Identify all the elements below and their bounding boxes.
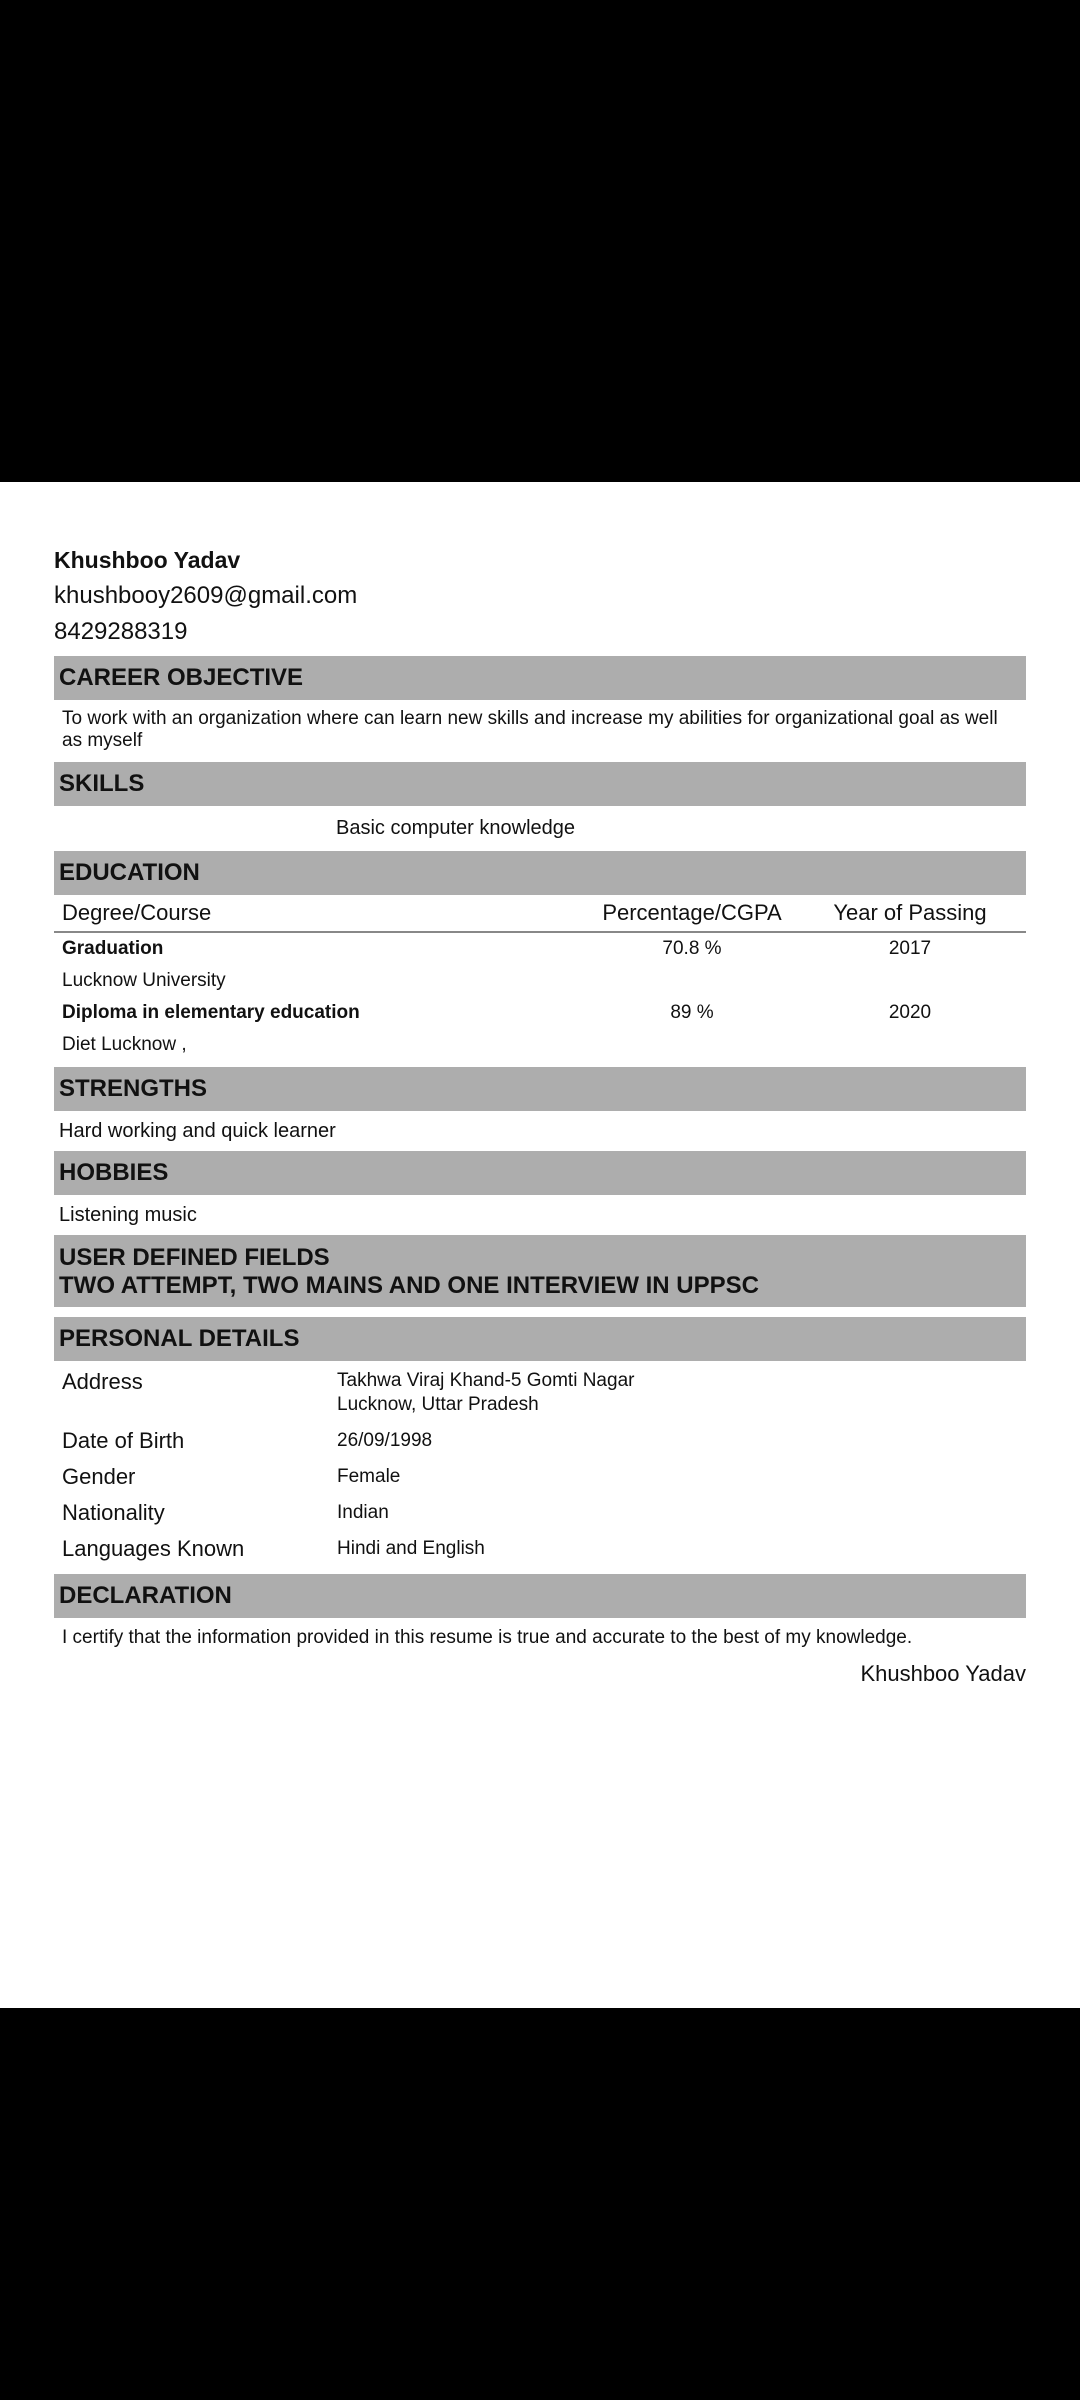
career-objective-text: To work with an organization where can learn new skills and increase my abilities for organizational goal as well as myself [62,708,998,751]
education-heading: EDUCATION [54,851,1026,895]
gender-row [54,1459,1026,1495]
email-text: khushbooy2609@gmail.com [54,582,358,609]
career-objective-heading: CAREER OBJECTIVE [54,656,1026,700]
education-table-header [54,895,1026,933]
education-score: 89 % [670,1002,714,1023]
education-institution-row [54,1029,1026,1061]
strengths-text: Hard working and quick learner [59,1120,336,1142]
dob-row [54,1423,1026,1459]
education-row [54,933,1026,965]
education-score: 70.8 % [662,938,722,959]
gender-value: Female [337,1466,401,1487]
address-value [337,1369,634,1423]
hobbies-text: Listening music [59,1204,197,1226]
hobbies-heading: HOBBIES [54,1151,1026,1195]
dob-value: 26/09/1998 [337,1430,433,1451]
header-degree: Degree/Course [62,900,212,925]
user-defined-fields-block [54,1235,1026,1307]
education-degree: Diploma in elementary education [62,1002,360,1023]
user-defined-text: TWO ATTEMPT, TWO MAINS AND ONE INTERVIEW IN UPPSC [59,1272,759,1299]
resume-content [54,542,1026,1690]
education-row [54,997,1026,1029]
header-year: Year of Passing [833,900,987,925]
header-percentage: Percentage/CGPA [602,900,782,925]
personal-details-heading: PERSONAL DETAILS [54,1317,1026,1361]
education-degree: Graduation [62,938,164,959]
education-year: 2017 [888,938,932,959]
user-defined-heading: USER DEFINED FIELDS [59,1244,330,1271]
declaration-heading: DECLARATION [54,1574,1026,1618]
dob-label: Date of Birth [62,1428,185,1453]
address-label: Address [62,1369,143,1394]
education-institution-row [54,965,1026,997]
nationality-value: Indian [337,1502,389,1523]
skills-heading: SKILLS [54,762,1026,806]
education-year: 2020 [888,1002,932,1023]
education-institution: Diet Lucknow , [62,1034,187,1055]
education-institution: Lucknow University [62,970,226,991]
languages-row [54,1530,1026,1568]
skill-item: Basic computer knowledge [336,817,576,839]
declaration-text: I certify that the information provided in this resume is true and accurate to the best of my knowledge. [62,1627,913,1648]
languages-value: Hindi and English [337,1538,485,1559]
candidate-name: Khushboo Yadav [54,547,241,573]
address-line-1: Takhwa Viraj Khand-5 Gomti Nagar [337,1370,635,1391]
nationality-row [54,1495,1026,1530]
phone-text: 8429288319 [54,618,188,645]
nationality-label: Nationality [62,1500,165,1525]
resume-page[interactable] [0,482,1080,2008]
signature-name: Khushboo Yadav [860,1661,1026,1686]
strengths-heading: STRENGTHS [54,1067,1026,1111]
languages-label: Languages Known [62,1536,245,1561]
address-row [54,1361,1026,1423]
address-line-2: Lucknow, Uttar Pradesh [337,1394,539,1415]
gender-label: Gender [62,1464,136,1489]
